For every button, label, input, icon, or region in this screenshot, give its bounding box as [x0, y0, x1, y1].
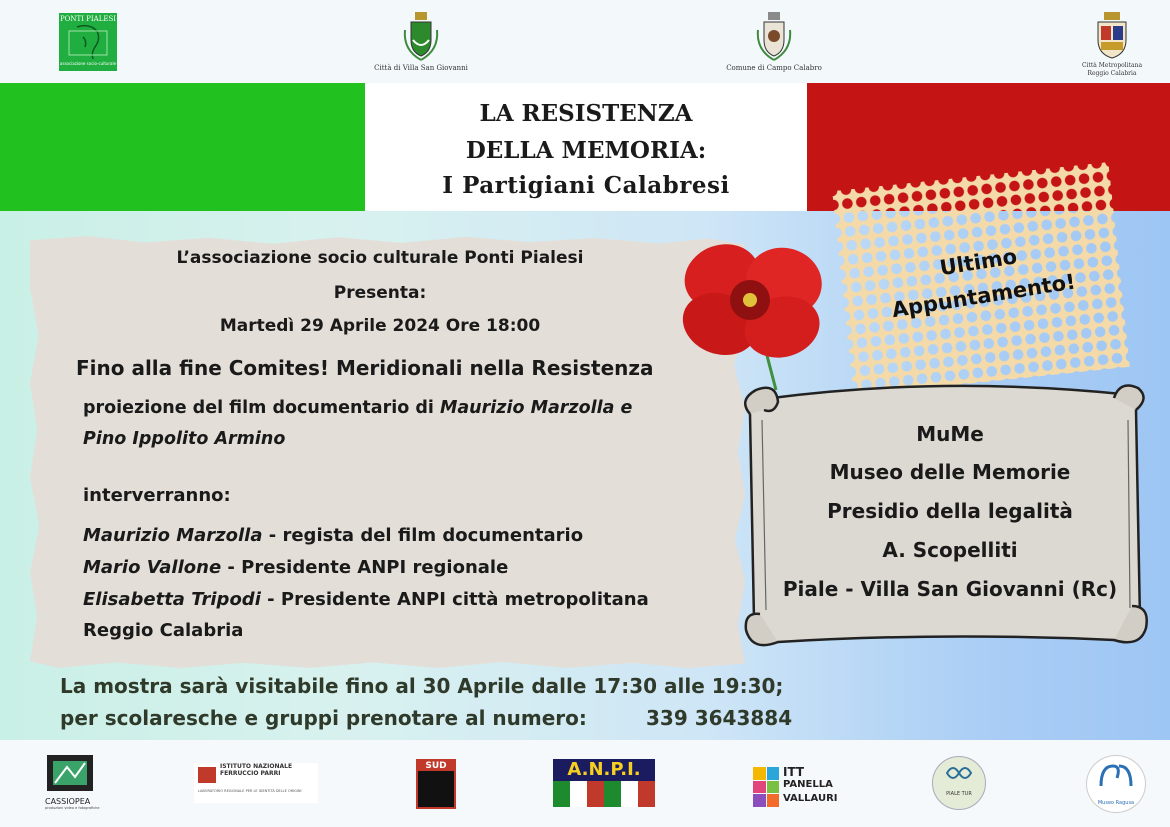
campo-calabro-caption: Comune di Campo Calabro	[726, 64, 822, 72]
anpi-tricolor	[553, 781, 655, 807]
cassiopea-logo	[45, 753, 105, 813]
stamp-text	[828, 156, 1135, 403]
speaker-3-role: - Presidente ANPI città metropolitana	[260, 589, 649, 610]
itt-label-1: ITT	[783, 765, 805, 779]
anpi-logo	[553, 759, 655, 807]
phone-number[interactable]: 339 3643884	[646, 706, 793, 730]
venue-line-2: Museo delle Memorie	[829, 460, 1071, 484]
flag-green-band	[0, 83, 365, 211]
film-strip-icon	[45, 753, 95, 793]
title-line-2: DELLA MEMORIA:	[465, 137, 707, 164]
event-date: Martedì 29 Aprile 2024 Ore 18:00	[219, 316, 541, 336]
parri-line-2: FERRUCCIO PARRI	[220, 770, 281, 777]
film-title: Fino alla fine Comites! Meridionali nella Resistenza	[76, 356, 654, 380]
metro-reggio-crest	[1092, 12, 1132, 60]
coat-of-arms-icon	[401, 10, 441, 62]
itt-color-blocks	[753, 767, 779, 807]
header-band	[0, 0, 1170, 83]
villa-san-giovanni-crest	[401, 10, 441, 62]
itt-label-2: PANELLA	[783, 779, 833, 790]
museo-label: Museo Ragusa	[1097, 800, 1135, 806]
presents-line: Presenta:	[333, 283, 427, 303]
association-line: L’associazione socio culturale Ponti Pialesi	[176, 248, 584, 268]
speaker-2	[83, 557, 508, 578]
title-line-3: I Partigiani Calabresi	[442, 172, 730, 199]
poppy-flower-icon	[672, 232, 832, 392]
museo-logo	[1086, 755, 1146, 813]
venue-line-1: MuMe	[916, 422, 984, 446]
projection-line-1	[83, 398, 632, 418]
metro-reggio-caption-1: Città Metropolitana	[1081, 62, 1143, 69]
museum-emblem-icon	[1087, 756, 1145, 796]
ponti-pialesi-logo-sub: associazione socio-culturale	[59, 61, 117, 66]
speaker-3	[83, 589, 649, 610]
exhibition-hours: La mostra sarà visitabile fino al 30 Aprile dalle 17:30 alle 19:30;	[60, 674, 784, 698]
piale-tur-logo	[932, 756, 986, 810]
speaker-1-role: - regista del film documentario	[262, 525, 584, 546]
parri-line-3: LABORATORIO REGIONALE PER LE IDENTITÀ DELLE ORIGINI	[198, 789, 302, 793]
coat-of-arms-icon	[754, 10, 794, 62]
speaker-3-city: Reggio Calabria	[83, 620, 244, 641]
parri-institute-logo	[194, 763, 318, 803]
ponti-pialesi-logo-label: PONTI PIALESI	[59, 15, 117, 23]
face-profile-icon	[59, 23, 117, 63]
cassiopea-sub: produzioni video e fotografiche	[45, 806, 100, 810]
anpi-label: A.N.P.I.	[567, 759, 641, 780]
parri-line-1: ISTITUTO NAZIONALE	[220, 763, 293, 770]
projection-authors-2: Pino Ippolito Armino	[83, 429, 286, 449]
itt-label-3: VALLAURI	[783, 793, 838, 804]
parri-flag-icon	[198, 767, 216, 783]
venue-line-3: Presidio della legalità	[827, 499, 1073, 523]
coat-of-arms-icon	[1092, 12, 1132, 60]
infinity-icon	[933, 757, 985, 787]
itt-panella-vallauri-logo	[753, 765, 837, 809]
stamp-line-2: Appuntamento!	[890, 269, 1078, 323]
speaker-1	[83, 525, 583, 546]
title-line-1: LA RESISTENZA	[479, 100, 693, 127]
speakers-heading: interverranno:	[83, 485, 231, 506]
sud-label: SUD	[418, 761, 454, 771]
sud-logo	[416, 759, 456, 809]
speaker-1-name: Maurizio Marzolla	[83, 525, 263, 546]
speaker-2-name: Mario Vallone	[83, 557, 222, 578]
metro-reggio-caption-2: Reggio Calabria	[1087, 70, 1137, 77]
piale-tur-label: PIALE TUR	[946, 791, 972, 797]
speaker-3-name: Elisabetta Tripodi	[83, 589, 261, 610]
booking-info: per scolaresche e gruppi prenotare al numero:	[60, 706, 587, 730]
venue-line-5: Piale - Villa San Giovanni (Rc)	[782, 577, 1118, 601]
villa-san-giovanni-caption: Città di Villa San Giovanni	[374, 64, 468, 72]
speaker-2-role: - Presidente ANPI regionale	[221, 557, 509, 578]
projection-prefix: proiezione del film documentario di	[83, 398, 440, 418]
venue-line-4: A. Scopelliti	[882, 538, 1018, 562]
stamp-line-1: Ultimo	[938, 244, 1019, 281]
campo-calabro-crest	[754, 10, 794, 62]
cassiopea-label: CASSIOPEA	[45, 797, 91, 806]
projection-authors-1: Maurizio Marzolla e	[439, 398, 633, 418]
ponti-pialesi-logo	[59, 13, 117, 71]
